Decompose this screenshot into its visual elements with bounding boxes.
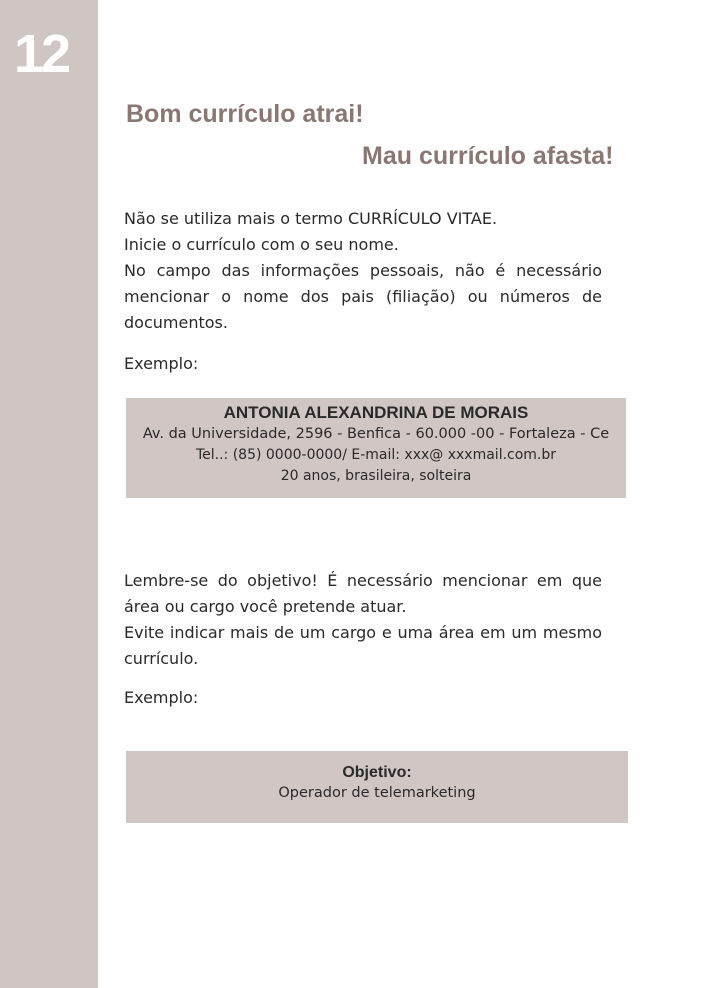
objective-paragraphs xyxy=(124,568,602,672)
example-label-2: Exemplo: xyxy=(124,688,199,707)
cv-contact: Tel..: (85) 0000-0000/ E-mail: xxx@ xxxmail.com.br xyxy=(195,447,557,463)
paragraph-personal-info: No campo das informações pessoais, não é necessário mencionar o nome dos pais (filiação) ou números de documentos. xyxy=(124,261,602,332)
headline-attract: Bom currículo atrai! xyxy=(126,100,364,128)
objective-label: Objetivo: xyxy=(342,764,412,781)
cv-name: ANTONIA ALEXANDRINA DE MORAIS xyxy=(223,403,529,422)
intro-paragraphs xyxy=(124,206,602,336)
paragraph-one-area: Evite indicar mais de um cargo e uma área em um mesmo currículo. xyxy=(124,623,602,668)
objective-value: Operador de telemarketing xyxy=(278,785,476,801)
headline-repel: Mau currículo afasta! xyxy=(362,142,614,170)
side-bar xyxy=(0,0,98,988)
page-number: 12 xyxy=(14,24,69,84)
paragraph-start-name: Inicie o currículo com o seu nome. xyxy=(124,235,399,254)
example-label: Exemplo: xyxy=(124,354,199,373)
cv-header-example xyxy=(126,398,626,498)
paragraph-objective: Lembre-se do objetivo! É necessário mencionar em que área ou cargo você pretende atuar. xyxy=(124,571,602,616)
paragraph-term: Não se utiliza mais o termo CURRÍCULO VITAE. xyxy=(124,209,498,228)
cv-address: Av. da Universidade, 2596 - Benfica - 60.000 -00 - Fortaleza - Ce xyxy=(142,426,610,442)
cv-personal: 20 anos, brasileira, solteira xyxy=(280,468,472,484)
objective-example xyxy=(126,751,628,823)
